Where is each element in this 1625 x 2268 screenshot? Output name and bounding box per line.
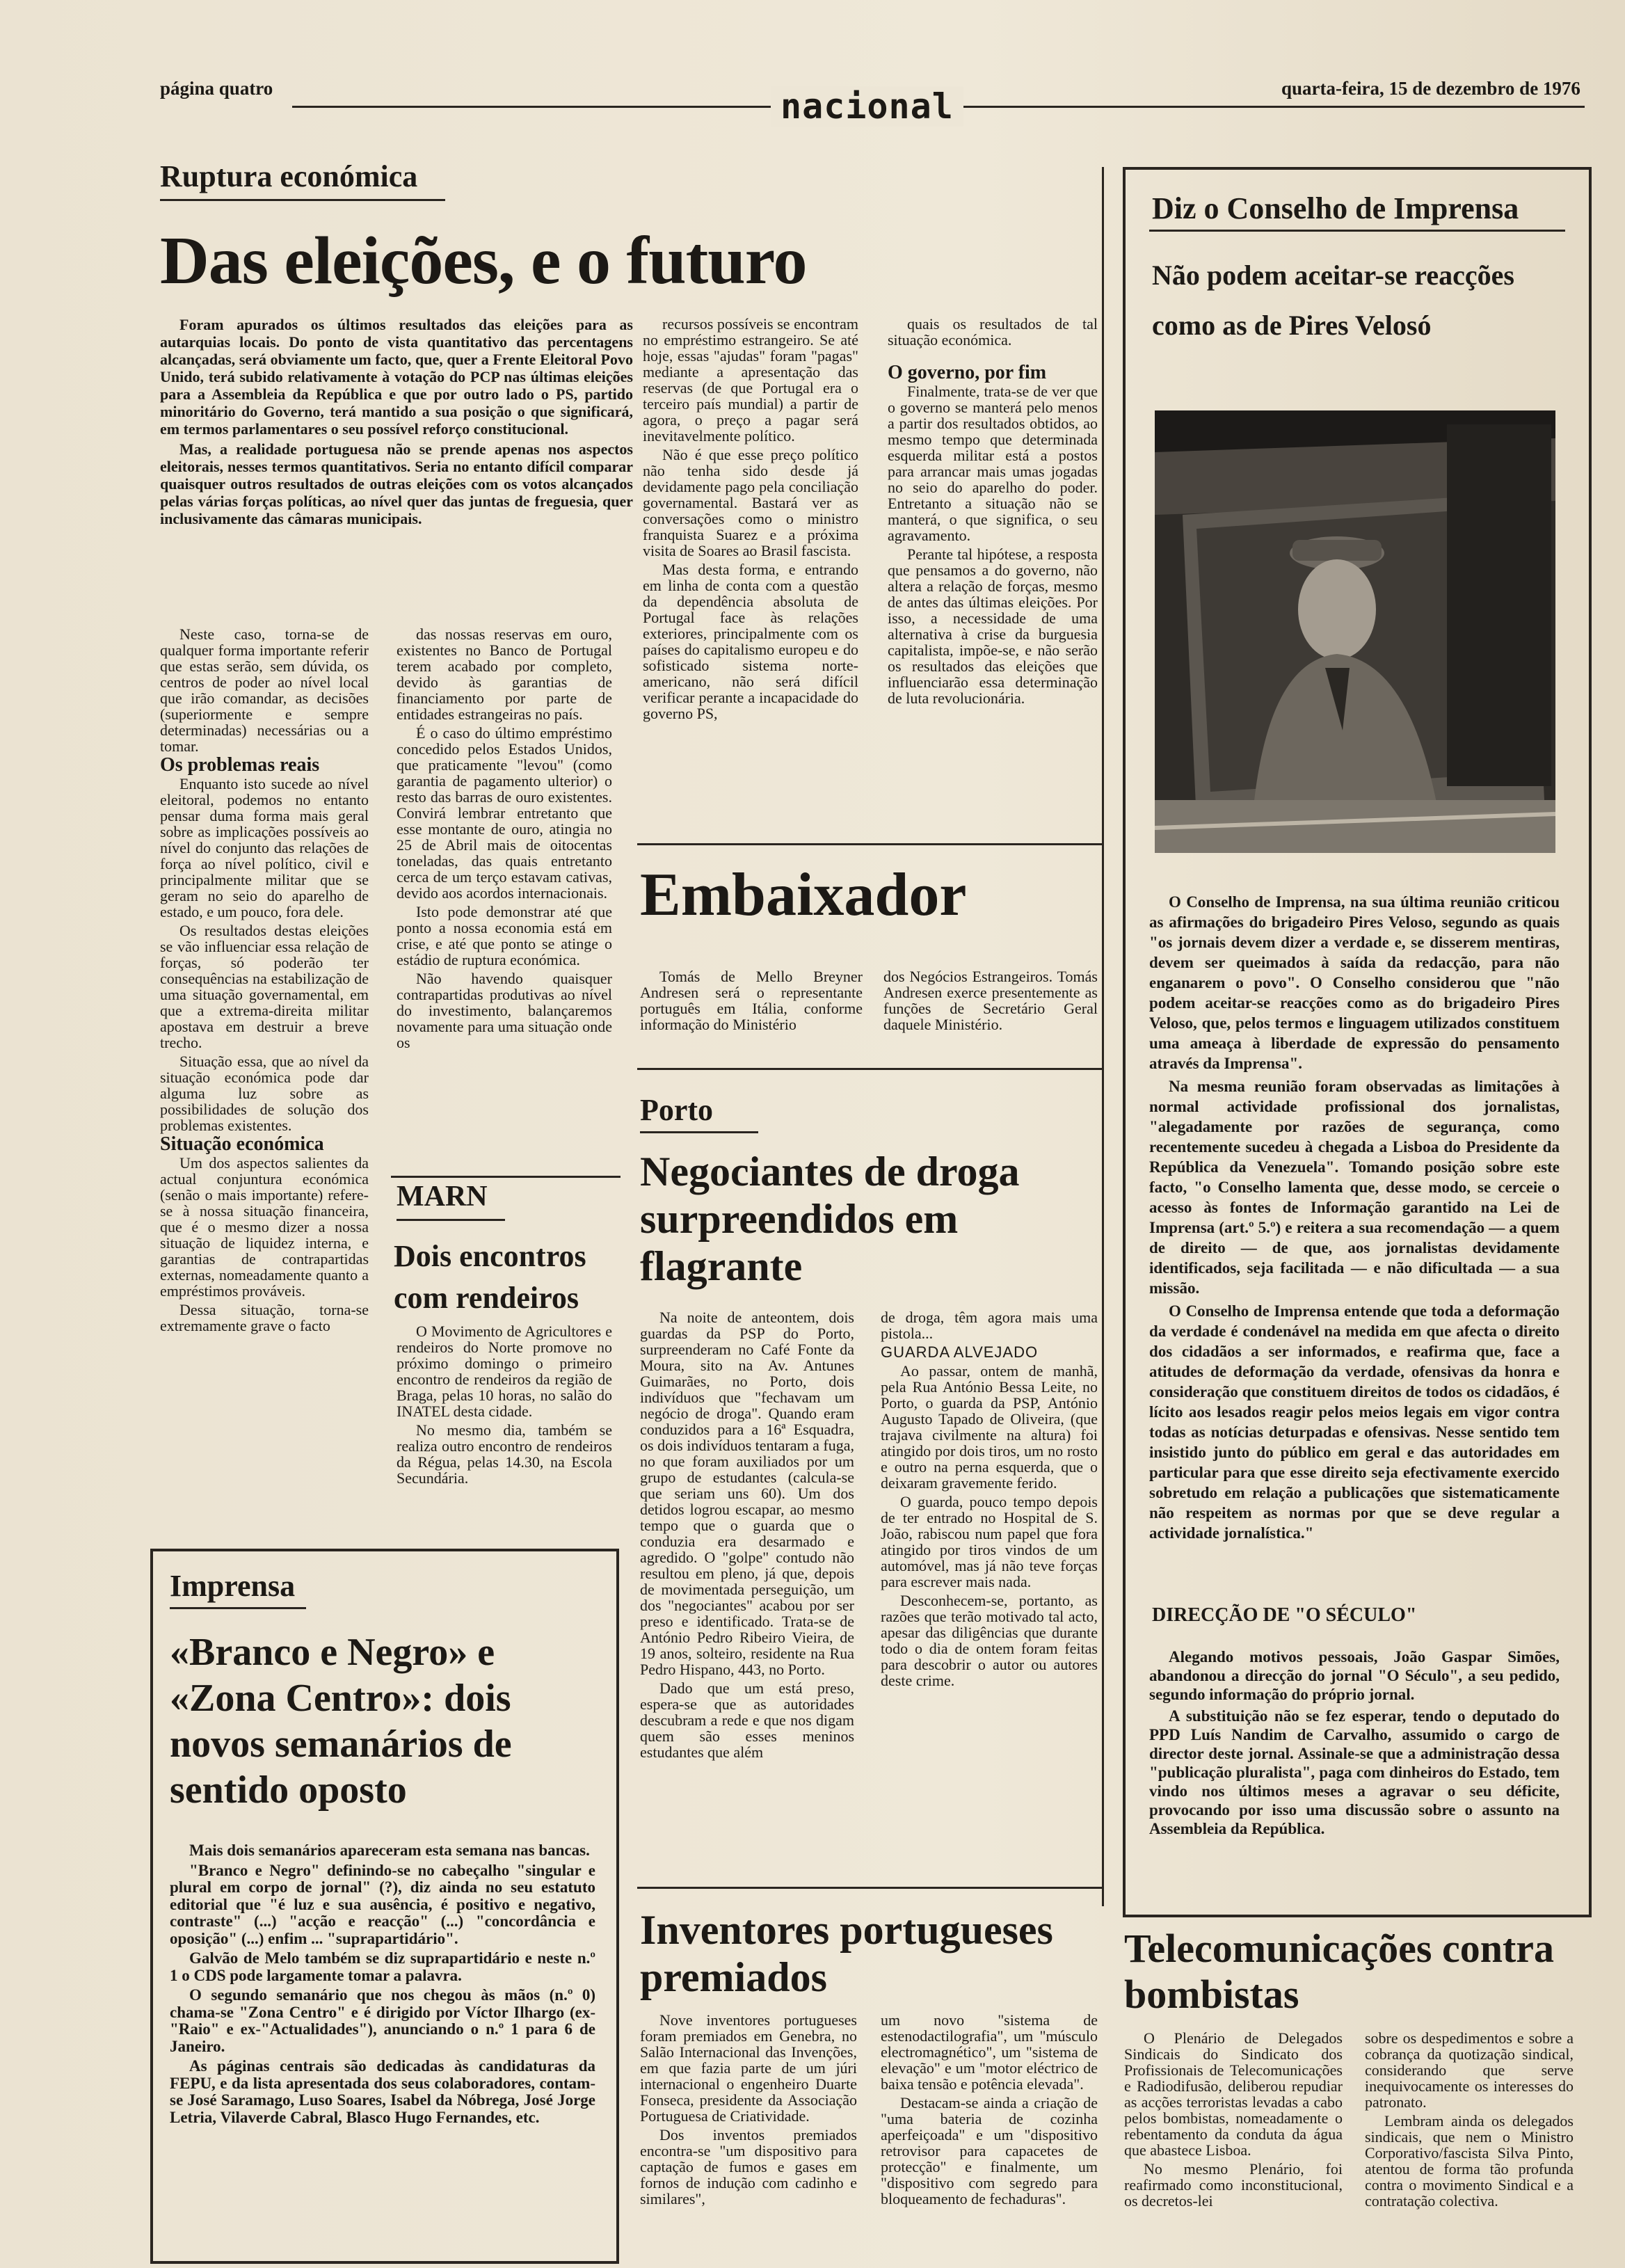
paragraph: No mesmo dia, também se realiza outro encontro de rendeiros da Régua, pelas 14.30, na Escola Secundária.: [397, 1421, 612, 1487]
subheading: O governo, por fim: [888, 362, 1047, 383]
paragraph: Mas desta forma, e entrando em linha de conta com a questão da dependência absoluta de Portugal face às relações exteriores, principalmente com os países do capitalismo europeu e do sofisticado sistema norte-americano, não será difícil verificar perante a incapacidade do governo PS,: [643, 561, 858, 722]
main-column-1: [160, 626, 369, 1544]
conselho-body: [1149, 892, 1560, 1614]
main-kicker: Ruptura económica: [160, 159, 418, 193]
paragraph: Os resultados destas eleições se vão influenciar essa relação de forças, só poderão ter consequências na estabilização de uma situação governamental, em que a extrema-direita militar apostava em destruir a breve trecho.: [160, 922, 369, 1051]
section-divider: [637, 843, 1102, 845]
lead-paragraph: Mas, a realidade portuguesa não se prende apenas nos aspectos eleitorais, nesses termos quantitativos. Seria no entanto difícil comparar quaisquer outros resultados de outras eleições com os votos alcançados pelas várias forças políticas, ao nível quer das juntas de freguesia, quer inclusivamente das câmaras municipais.: [160, 440, 633, 527]
paragraph: Ao passar, ontem de manhã, pela Rua António Bessa Leite, no Porto, o guarda da PSP, António Augusto Tapado de Oliveira, (que trajava civilmente na altura) foi atingido por dois tiros, um no rosto e outro na perna esquerda, que o deixaram gravemente ferido.: [881, 1362, 1098, 1492]
paragraph: O Conselho de Imprensa entende que toda a deformação da verdade é condenável na medida em que afecta o direito dos cidadãos a ser informados, e reafirma que, face a atitudes de deformação da verdade, ofensivas da honra e consideração que constituem direitos de todos os cidadãos, é lícito aos lesados reagir pelos meios legais em vigor contra todas as notícias deturpadas e ofensivas. Nesse sentido tem insistido junto do público em geral e das autoridades em particular para que esse direito seja efectivamente exercido sobretudo em relação a publicações que sistematicamente não respeitem as normas por que se deve regular a actividade jornalística.": [1149, 1302, 1560, 1542]
paragraph: Mais dois semanários apareceram esta semana nas bancas.: [189, 1842, 590, 1859]
paragraph: dos Negócios Estrangeiros. Tomás Andresen exerce presentemente as funções de Secretário Geral daquele Ministério.: [883, 968, 1098, 1033]
paragraph: Alegando motivos pessoais, João Gaspar Simões, abandonou a direcção do jornal "O Século", a seu pedido, segundo informação do próprio jornal.: [1149, 1648, 1560, 1703]
paragraph: Situação essa, que ao nível da situação económica pode dar alguma luz sobre as possibilidades de solução dos problemas existentes.: [160, 1053, 369, 1134]
imprensa-kicker: Imprensa: [170, 1569, 296, 1603]
main-column-2: [397, 626, 612, 1155]
paragraph: quais os resultados de tal situação económica.: [888, 316, 1098, 349]
paragraph: Dessa situação, torna-se extremamente grave o facto: [160, 1301, 369, 1334]
paragraph: O guarda, pouco tempo depois de ter entrado no Hospital de S. João, rabiscou num papel que fora atingido por tiros vindos de um automóvel, mas já não teve forças para escrever mais nada.: [881, 1493, 1098, 1590]
embaixador-column-1: [640, 968, 863, 1055]
paragraph: O Plenário de Delegados Sindicais do Sindicato dos Profissionais de Telecomunicações e Radiodifusão, deliberou repudiar as acções terroristas levadas a cabo pelos bombistas, nomeadamente o rebentamento da conduta da água que abastece Lisboa.: [1124, 2030, 1343, 2159]
paragraph: Galvão de Melo também se diz suprapartidário e neste n.º 1 o CDS pode largamente tomar a palavra.: [170, 1949, 595, 1984]
porto-headline: Negociantes de droga surpreendidos em flagrante: [640, 1149, 1020, 1289]
paragraph: Não havendo quaisquer contrapartidas produtivas ao nível do investimento, balançaremos novamente para uma situação onde os: [397, 970, 612, 1051]
subheading: GUARDA ALVEJADO: [881, 1343, 1039, 1361]
paragraph: O Movimento de Agricultores e rendeiros do Norte promove no próximo domingo o primeiro encontro de rendeiros da região de Braga, pelas 10 horas, no salão do INATEL desta cidade.: [397, 1323, 612, 1420]
conselho-headline: Não podem aceitar-se reacções como as de Pires Velosó: [1152, 259, 1514, 341]
paragraph: de droga, têm agora mais uma pistola...: [881, 1309, 1098, 1342]
telecom-headline: Telecomunicações contra bombistas: [1124, 1926, 1555, 2017]
paragraph: Isto pode demonstrar até que ponto a nossa economia está em crise, e até que ponto se atinge o estádio de ruptura económica.: [397, 903, 612, 968]
marn-headline: Dois encontros com rendeiros: [394, 1239, 586, 1315]
section-divider: [637, 1068, 1102, 1070]
paragraph: É o caso do último empréstimo concedido pelos Estados Unidos, que praticamente "levou" (como garantia de pagamento ulterior) o resto das barras de ouro existentes. Convirá lembrar entretanto que esse montante de ouro, atingia no 25 de Abril mais de oitocentas toneladas, das quais entretanto cerca de um terço estavam cativas, devido aos acordos internacionais.: [397, 724, 612, 902]
porto-column-2: [881, 1309, 1098, 1880]
paragraph: As páginas centrais são dedicadas às candidaturas da FEPU, e da lista apresentada dos seus colaboradores, contam-se José Saramago, Luso Soares, Isabel da Nóbrega, José Jorge Letria, Vilaverde Cabral, Blasco Hugo Fernandes, etc.: [170, 2057, 595, 2126]
paragraph: Perante tal hipótese, a resposta que pensamos a do governo, não altera a relação de forças, mesmo de antes das últimas eleições. Por isso, a necessidade de uma alternativa à crise da burguesia capitalista, impõe-se, e não serão os resultados das eleições que influenciarão essa determinação de luta revolucionária.: [888, 545, 1098, 707]
photo-officer-in-car: [1155, 410, 1555, 853]
page-label: página quatro: [160, 78, 273, 99]
section-masthead: nacional: [771, 86, 963, 127]
paragraph: No mesmo Plenário, foi reafirmado como inconstitucional, os decretos-lei: [1124, 2160, 1343, 2210]
photo-illustration: [1155, 410, 1555, 853]
paragraph: Tomás de Mello Breyner Andresen será o representante português em Itália, conforme informação do Ministério: [640, 968, 863, 1033]
telecom-column-1: [1124, 2030, 1343, 2257]
paragraph: Neste caso, torna-se de qualquer forma importante referir que estas serão, sem dúvida, os centros de poder ao nível local que irão comandar, as decisões (superiormente e sempre determinadas) necessárias ou a tomar.: [160, 626, 369, 755]
issue-date: quarta-feira, 15 de dezembro de 1976: [1281, 78, 1580, 99]
main-column-4: [888, 316, 1098, 824]
paragraph: sobre os despedimentos e sobre a cobrança da quotização sindical, considerando que serve inequivocamente os interesses do patronato.: [1365, 2030, 1574, 2111]
paragraph: Na mesma reunião foram observadas as limitações à normal actividade profissional dos jornalistas, "alegadamente por razões de segurança, como recentemente sucedeu à chegada a Lisboa do Presidente da República da Venezuela". Tomando posição sobre este facto, "o Conselho lamenta que, desse modo, se cerceie o acesso às fontes de Informação garantido na Lei de Imprensa (art.º 5.º) e reitera a sua recomendação — a quem de direito — de que, aos jornalistas devidamente identificados, seja facilitada — e não dificultada — a sua missão.: [1149, 1078, 1560, 1297]
marn-body: [397, 1323, 612, 1543]
paragraph: O segundo semanário que nos chegou às mãos (n.º 0) chama-se "Zona Centro" e é dirigido por Víctor Ilhargo (ex-"Raio" e ex-"Actualidades"), anunciando o n.º 1 para 6 de Janeiro.: [170, 1986, 595, 2055]
paragraph: Um dos aspectos salientes da actual conjuntura económica (senão o mais importante) refere-se à nossa situação financeira, que é o mesmo dizer a nossa situação de liquidez interna, e garantias de contrapartidas externas, nomeadamente quanto a empréstimos prováveis.: [160, 1154, 369, 1300]
section-divider: [637, 1887, 1102, 1889]
embaixador-column-2: [883, 968, 1098, 1055]
kicker-underline: [397, 1219, 505, 1221]
paragraph: Não é que esse preço político não tenha sido desde já devidamente pago pela conciliação governamental. Bastará ver as conversações como o ministro franquista Suarez e a próxima visita de Soares ao Brasil fascista.: [643, 446, 858, 559]
embaixador-headline: Embaixador: [640, 861, 967, 929]
porto-column-1: [640, 1309, 854, 1880]
conselho-kicker: Diz o Conselho de Imprensa: [1152, 191, 1519, 225]
porto-kicker: Porto: [640, 1093, 714, 1127]
lead-paragraph: Foram apurados os últimos resultados das eleições para as autarquias locais. Do ponto de vista quantitativo das percentagens alcançadas, será obviamente um facto, que, quer a Frente Eleitoral Povo Unido, terá subido relativamente à votação do PCP nas últimas eleições para a Assembleia da República e que por outro lado o PS, partido minoritário do Governo, terá mantido a sua posição o que significará, em termos parlamentares o seu possível reforço constitucional.: [160, 316, 633, 438]
main-lead: [160, 316, 633, 608]
paragraph: A substituição não se fez esperar, tendo o deputado do PPD Luís Nandim de Carvalho, assumido o cargo de director deste jornal. Assinale-se que a administração dessa "publicação pluralista", paga com dinheiros do Estado, tem vindo nos últimos meses a agravar o seu déficite, provocando por isso uma discussão sobre o assunto na Assembleia da República.: [1149, 1707, 1560, 1837]
main-column-3: [643, 316, 858, 824]
paragraph: Dos inventos premiados encontra-se "um dispositivo para captação de fumos e gases em fornos de indução com cadinho e similares",: [640, 2126, 857, 2207]
inventores-column-1: [640, 2012, 857, 2255]
kicker-underline: [160, 199, 445, 201]
paragraph: recursos possíveis se encontram no empréstimo estrangeiro. Se até hoje, essas "ajudas" foram "pagas" mediante a apresentação das reservas (de que Portugal era o terceiro país mundial) a partir de agora, o preço a pagar será inevitavelmente político.: [643, 316, 858, 445]
kicker-underline: [170, 1607, 306, 1609]
paragraph: Enquanto isto sucede ao nível eleitoral, podemos no entanto pensar duma forma mais geral sobre as implicações possíveis ao nível do conjunto das relações de força ao nível político, civil e principalmente militar que se geram no seio do aparelho de estado, e um pouco, fora dele.: [160, 775, 369, 920]
paragraph: "Branco e Negro" definindo-se no cabeçalho "singular e plural em corpo de jornal" (?), diz ainda no seu estatuto editorial que "é luz e sua ausência, é positivo e negativo, contraste" (...) "acção e reacção" (...) "concordância e oposição" (...) enfim ... "suprapartidário".: [170, 1861, 595, 1947]
conselho-subheading: DIRECÇÃO DE "O SÉCULO": [1152, 1604, 1417, 1626]
paragraph: um novo "sistema de estenodactilografia", um "músculo electromagnético", um "sistema de elevação" e um "motor eléctrico de baixa tensão e potência elevada".: [881, 2012, 1098, 2093]
paragraph: Finalmente, trata-se de ver que o governo se manterá pelo menos a partir dos resultados obtidos, ao mesmo tempo que determinada esquerda militar está a postos para arrancar mais umas jogadas no seio do aparelho do poder. Entretanto a situação não se manterá, o que significa, o seu agravamento.: [888, 383, 1098, 544]
main-headline: Das eleições, e o futuro: [160, 223, 807, 298]
subheading: Os problemas reais: [160, 754, 320, 776]
conselho-body-2: [1149, 1647, 1560, 1884]
marn-kicker: MARN: [397, 1181, 488, 1213]
inventores-column-2: [881, 2012, 1098, 2255]
paragraph: das nossas reservas em ouro, existentes no Banco de Portugal terem acabado por completo, devido às garantias de financiamento por parte de entidades estrangeiras no país.: [397, 626, 612, 723]
paragraph: Lembram ainda os delegados sindicais, que nem o Ministro Corporativo/fascista Silva Pinto, atentou de forma tão profunda contra o movimento Sindical e a contratação colectiva.: [1365, 2112, 1574, 2210]
paragraph: Desconhecem-se, portanto, as razões que terão motivado tal acto, apesar das diligências que durante todo o dia de ontem foram feitas para descobrir o autor ou autores deste crime.: [881, 1592, 1098, 1689]
telecom-column-2: [1365, 2030, 1574, 2257]
kicker-underline: [640, 1131, 758, 1133]
kicker-underline: [1149, 230, 1565, 232]
imprensa-headline: «Branco e Negro» e «Zona Centro»: dois novos semanários de sentido oposto: [170, 1631, 512, 1812]
paragraph: Dado que um está preso, espera-se que as autoridades descubram a rede e que nos digam quem são esses meninos estudantes que além: [640, 1679, 854, 1761]
inventores-headline: Inventores portugueses premiados: [640, 1907, 1053, 2000]
paragraph: O Conselho de Imprensa, na sua última reunião criticou as afirmações do brigadeiro Pires Veloso, segundo as quais "os jornais devem dizer a verdade e, se disserem mentiras, devem ser queimados à saída da redacção, para não enganarem o povo". O Conselho considerou que "não podem aceitar-se reacções como as do brigadeiro Pires Veloso, que, pelos termos e linguagem utilizados constituem uma ameaça à liberdade de expressão do pensamento através da Imprensa".: [1149, 893, 1560, 1072]
marn-top-rule: [391, 1176, 621, 1178]
subheading: Situação económica: [160, 1133, 324, 1155]
paragraph: Na noite de anteontem, dois guardas da PSP do Porto, surpreenderam no Café Fonte da Moura, sito na Av. Antunes Guimarães, no Porto, dois indivíduos que "fechavam um negócio de droga". Quando eram conduzidos para a 16ª Esquadra, os dois indivíduos tentaram a fuga, no que foram auxiliados por um grupo de estudantes (calcula-se que seriam uns 60). Um dos detidos logrou escapar, ao mesmo tempo que o guarda que o conduzia era desarmado e agredido. O "golpe" contudo não resultou em pleno, já que, depois de movimentada perseguição, um dos "negociantes" acabou por ser preso e identificado. Trata-se de António Pedro Ribeiro Vieira, de 19 anos, solteiro, residente na Rua Pedro Hispano, 443, no Porto.: [640, 1309, 854, 1678]
imprensa-body: [170, 1842, 595, 2250]
paragraph: Destacam-se ainda a criação de "uma bateria de cozinha aperfeiçoada" e um "dispositivo retrovisor para capacetes de protecção" e finalmente, um "dispositivo com segredo para bloqueamento de fechaduras".: [881, 2094, 1098, 2207]
paragraph: Nove inventores portugueses foram premiados em Genebra, no Salão Internacional das Invenções, em que fazia parte de um júri internacional o engenheiro Duarte Fonseca, presidente da Associação Portuguesa de Criatividade.: [640, 2012, 857, 2125]
imprensa-box: [150, 1549, 619, 2264]
column-rule: [1102, 167, 1104, 1906]
